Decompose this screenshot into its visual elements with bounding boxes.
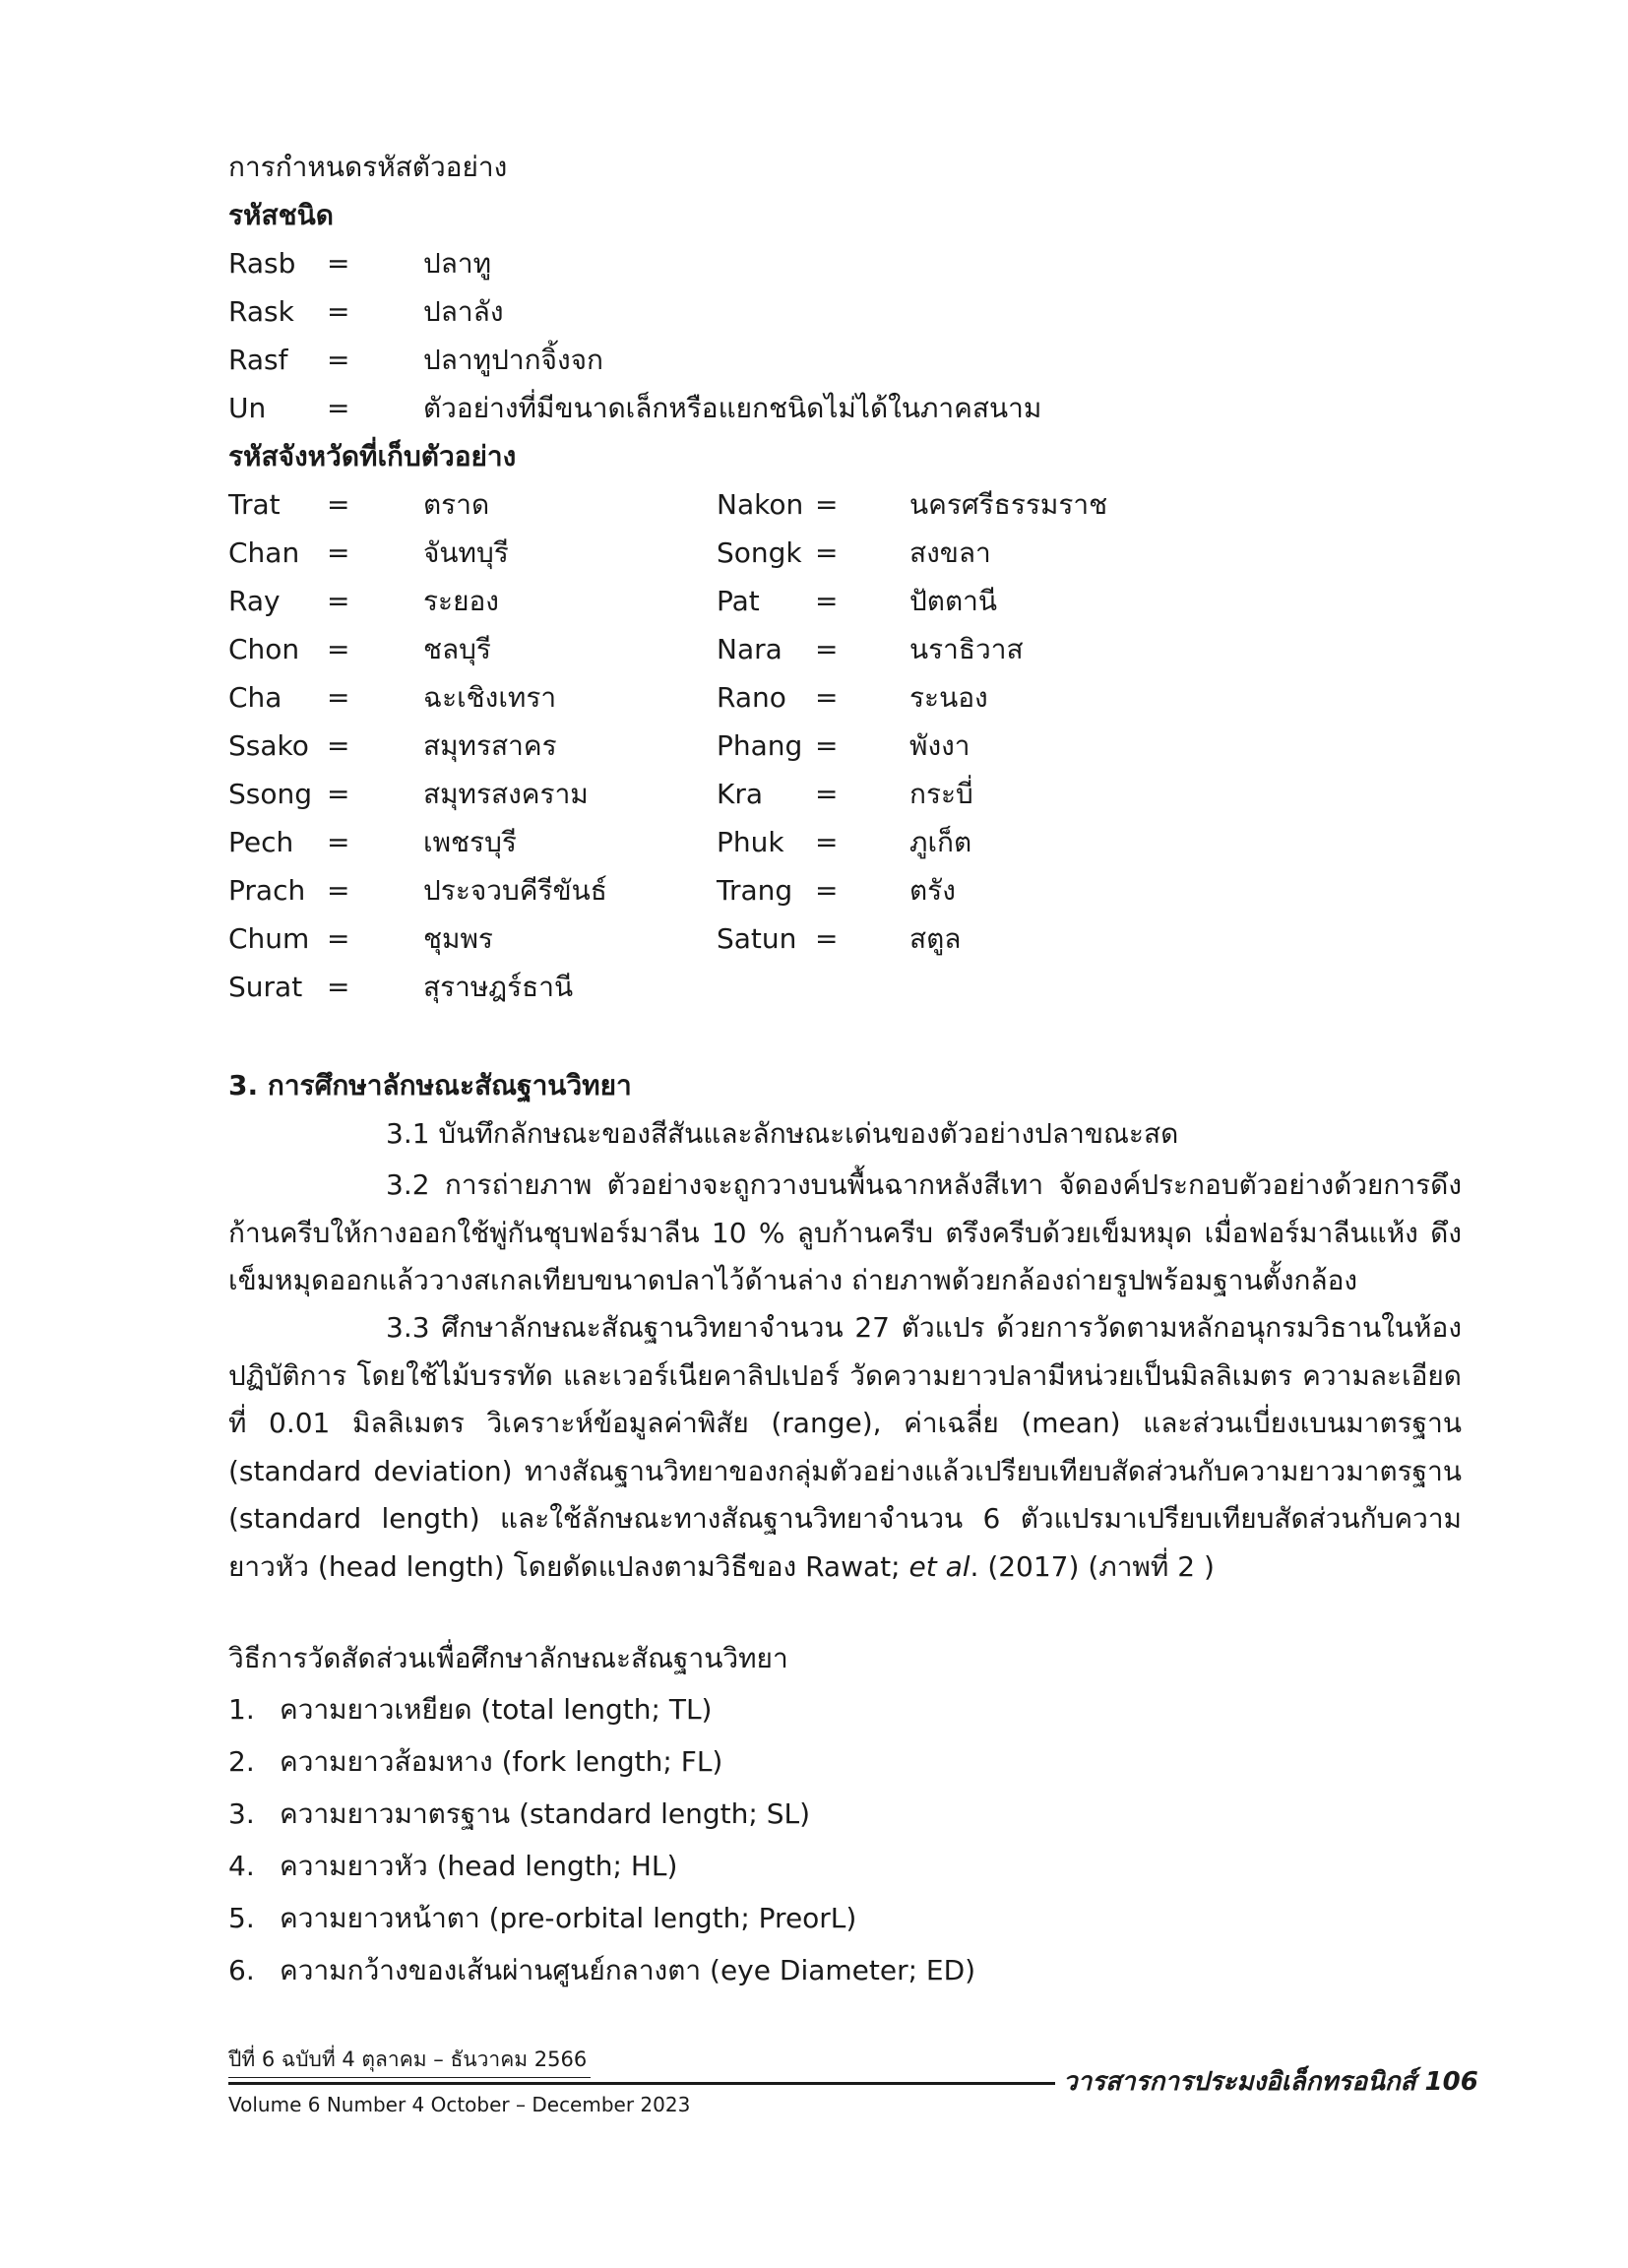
code: Phuk [717,826,784,858]
code: Kra [717,778,764,810]
species-name: ตัวอย่างที่มีขนาดเล็กหรือแยกชนิดไม่ได้ในภาคสนาม [423,392,1042,424]
code: Nakon [717,488,804,521]
equals: = [327,778,350,810]
equals: = [327,488,350,521]
province-name: ชลบุรี [423,633,491,665]
code: Ssong [228,778,313,810]
paragraph-3-2: 3.2 การถ่ายภาพ ตัวอย่างจะถูกวางบนพื้นฉากหลังสีเทา จัดองค์ประกอบตัวอย่างด้วยการดึงก้านครีบให้กางออกใช้พู่กันชุบฟอร์มาลีน 10 % ลูบก้านครีบ ตรึงครีบด้วยเข็มหมุด เมื่อฟอร์มาลีนแห้ง ดึงเข็มหมุดออกแล้ววางสเกลเทียบขนาดปลาไว้ด้านล่าง ถ่ายภาพด้วยกล้องถ่ายรูปพร้อมฐานตั้งกล้อง [228,1168,1462,1296]
code: Songk [717,536,802,569]
species-name: ปลาทูปากจิ้งจก [423,344,603,376]
paragraph-3-3 [228,1304,1462,1591]
measurement-heading: วิธีการวัดสัดส่วนเพื่อศึกษาลักษณะสัณฐานวิทยา [228,1642,788,1674]
footer-issue-english: Volume 6 Number 4 October – December 2023 [228,2093,691,2116]
code: Chan [228,536,300,569]
list-number: 3. [228,1797,255,1830]
footer-rule [228,2082,1055,2085]
province-name: สตูล [909,922,962,955]
list-number: 2. [228,1745,255,1778]
equals: = [327,247,350,280]
province-name: ตราด [423,488,490,521]
equals: = [815,874,839,907]
equals: = [815,585,839,617]
code: Pat [717,585,760,617]
code: Nara [717,633,783,665]
list-number: 1. [228,1693,255,1726]
equals: = [815,633,839,665]
equals: = [815,922,839,955]
code: Prach [228,874,306,907]
equals: = [327,392,350,424]
equals: = [815,488,839,521]
equals: = [815,681,839,714]
footer-underline [228,2077,591,2078]
equals: = [327,681,350,714]
code: Rasb [228,247,296,280]
code: Pech [228,826,294,858]
equals: = [327,971,350,1003]
code: Phang [717,729,803,762]
list-text: ความยาวเหยียด (total length; TL) [280,1693,713,1726]
province-name: ประจวบคีรีขันธ์ [423,874,607,907]
code: Un [228,392,267,424]
equals: = [327,536,350,569]
et-al: et al [908,1549,971,1583]
province-name: สุราษฎร์ธานี [423,971,574,1003]
list-number: 5. [228,1902,255,1934]
code: Satun [717,922,797,955]
section-heading: 3. การศึกษาลักษณะสัณฐานวิทยา [228,1069,632,1102]
equals: = [327,874,350,907]
paragraph-3-3-citation: . (2017) (ภาพที่ 2 ) [970,1549,1215,1583]
list-text: ความยาวส้อมหาง (fork length; FL) [280,1745,723,1778]
province-name: เพชรบุรี [423,826,517,858]
province-code-heading: รหัสจังหวัดที่เก็บตัวอย่าง [228,440,517,472]
province-name: ระนอง [909,681,988,714]
species-name: ปลาลัง [423,295,504,328]
code: Rano [717,681,786,714]
code: Trat [228,488,281,521]
journal-name: วารสารการประมงอิเล็กทรอนิกส์ [1063,2067,1416,2097]
province-name: นราธิวาส [909,633,1024,665]
equals: = [327,344,350,376]
list-number: 4. [228,1850,255,1882]
equals: = [815,826,839,858]
equals: = [327,633,350,665]
equals: = [327,295,350,328]
province-name: ระยอง [423,585,499,617]
code: Rasf [228,344,288,376]
code: Cha [228,681,282,714]
code: Surat [228,971,303,1003]
equals: = [815,536,839,569]
province-name: นครศรีธรรมราช [909,488,1108,521]
province-name: ชุมพร [423,922,493,955]
code: Chum [228,922,310,955]
equals: = [815,729,839,762]
province-name: จันทบุรี [423,536,509,569]
code: Ray [228,585,281,617]
list-text: ความยาวหัว (head length; HL) [280,1850,678,1882]
page-number: 106 [1424,2067,1478,2097]
equals: = [327,922,350,955]
province-name: กระบี่ [909,778,973,810]
footer-issue-thai: ปีที่ 6 ฉบับที่ 4 ตุลาคม – ธันวาคม 2566 [228,2048,588,2071]
province-name: พังงา [909,729,971,762]
species-name: ปลาทู [423,247,492,280]
paragraph-3-1: 3.1 บันทึกลักษณะของสีสันและลักษณะเด่นของตัวอย่างปลาขณะสด [386,1117,1179,1150]
province-name: ภูเก็ต [909,826,972,858]
code: Chon [228,633,300,665]
list-text: ความยาวหน้าตา (pre-orbital length; PreorL) [280,1902,857,1934]
equals: = [327,729,350,762]
province-name: สมุทรสงคราม [423,778,589,810]
equals: = [327,585,350,617]
province-name: สมุทรสาคร [423,729,557,762]
equals: = [327,826,350,858]
province-name: ฉะเชิงเทรา [423,681,557,714]
code: Rask [228,295,294,328]
footer-journal [1063,2064,1478,2100]
province-name: สงขลา [909,536,991,569]
province-name: ปัตตานี [909,585,998,617]
province-name: ตรัง [909,874,956,907]
code: Ssako [228,729,309,762]
list-text: ความยาวมาตรฐาน (standard length; SL) [280,1797,810,1830]
list-text: ความกว้างของเส้นผ่านศูนย์กลางตา (eye Diameter; ED) [280,1954,976,1986]
code: Trang [717,874,793,907]
species-code-heading: รหัสชนิด [228,199,334,231]
sample-code-heading: การกำหนดรหัสตัวอย่าง [228,151,508,183]
list-number: 6. [228,1954,255,1986]
paragraph-3-3-body: 3.3 ศึกษาลักษณะสัณฐานวิทยาจำนวน 27 ตัวแปร ด้วยการวัดตามหลักอนุกรมวิธานในห้องปฏิบัติการ โดยใช้ไม้บรรทัด และเวอร์เนียคาลิปเปอร์ วัดความยาวปลามีหน่วยเป็นมิลลิเมตร ความละเอียดที่ 0.01 มิลลิเมตร วิเคราะห์ข้อมูลค่าพิสัย (range), ค่าเฉลี่ย (mean) และส่วนเบี่ยงเบนมาตรฐาน (standard deviation) ทางสัณฐานวิทยาของกลุ่มตัวอย่างแล้วเปรียบเทียบสัดส่วนกับความยาวมาตรฐาน (standard length) และใช้ลักษณะทางสัณฐานวิทยาจำนวน 6 ตัวแปรมาเปรียบเทียบสัดส่วนกับความยาวหัว (head length) โดยดัดแปลงตามวิธีของ Rawat; [228,1311,1462,1583]
equals: = [815,778,839,810]
